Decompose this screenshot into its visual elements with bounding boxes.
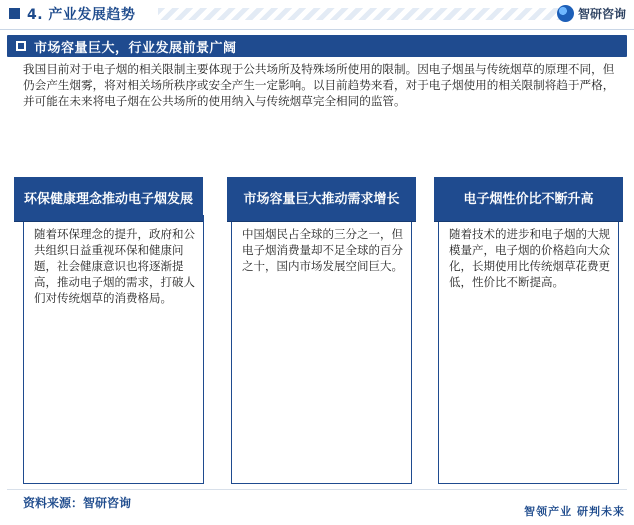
card-body: 随着技术的进步和电子烟的大规模量产，电子烟的价格趋向大众化，长期使用比传统烟草花费更低，性价比不断提高。 <box>449 227 610 289</box>
card-title-cost-performance: 电子烟性价比不断升高 <box>434 177 623 221</box>
section-title: 4. 产业发展趋势 <box>27 7 136 23</box>
card-market-capacity <box>231 215 412 484</box>
top-header <box>0 0 634 30</box>
header-decorative-stripe <box>158 8 568 20</box>
brand-name: 智研咨询 <box>577 7 626 21</box>
footer-divider <box>7 489 627 490</box>
card-cost-performance <box>438 215 619 484</box>
header-square-icon <box>9 8 20 19</box>
section-banner <box>7 35 627 57</box>
card-body: 随着环保理念的提升，政府和公共组织日益重视环保和健康问题，社会健康意识也将逐渐提高，推动电子烟的需求，打破人们对传统烟草的消费格局。 <box>34 227 195 305</box>
card-title-market-capacity: 市场容量巨大推动需求增长 <box>227 177 416 221</box>
intro-paragraph: 我国目前对于电子烟的相关限制主要体现于公共场所及特殊场所使用的限制。因电子烟虽与传统烟草的原理不同，但仍会产生烟雾，将对相关场所秩序或安全产生一定影响。以目前趋势来看，对于电子烟使用的相关限制将趋于严格，并可能在未来将电子烟在公共场所的使用纳入与传统烟草完全相同的监管。 <box>23 62 615 108</box>
banner-square-icon <box>16 41 26 51</box>
banner-title: 市场容量巨大，行业发展前景广阔 <box>34 41 237 56</box>
card-title-environmental: 环保健康理念推动电子烟发展 <box>14 177 203 221</box>
data-source: 资料来源：智研咨询 <box>23 496 132 510</box>
card-body: 中国烟民占全球的三分之一，但电子烟消费量却不足全球的百分之十，国内市场发展空间巨大。 <box>242 227 403 273</box>
card-environmental <box>23 215 204 484</box>
brand-top <box>557 5 626 22</box>
footer-slogan: 智领产业 研判未来 <box>524 505 625 518</box>
brand-logo-icon <box>557 5 574 22</box>
